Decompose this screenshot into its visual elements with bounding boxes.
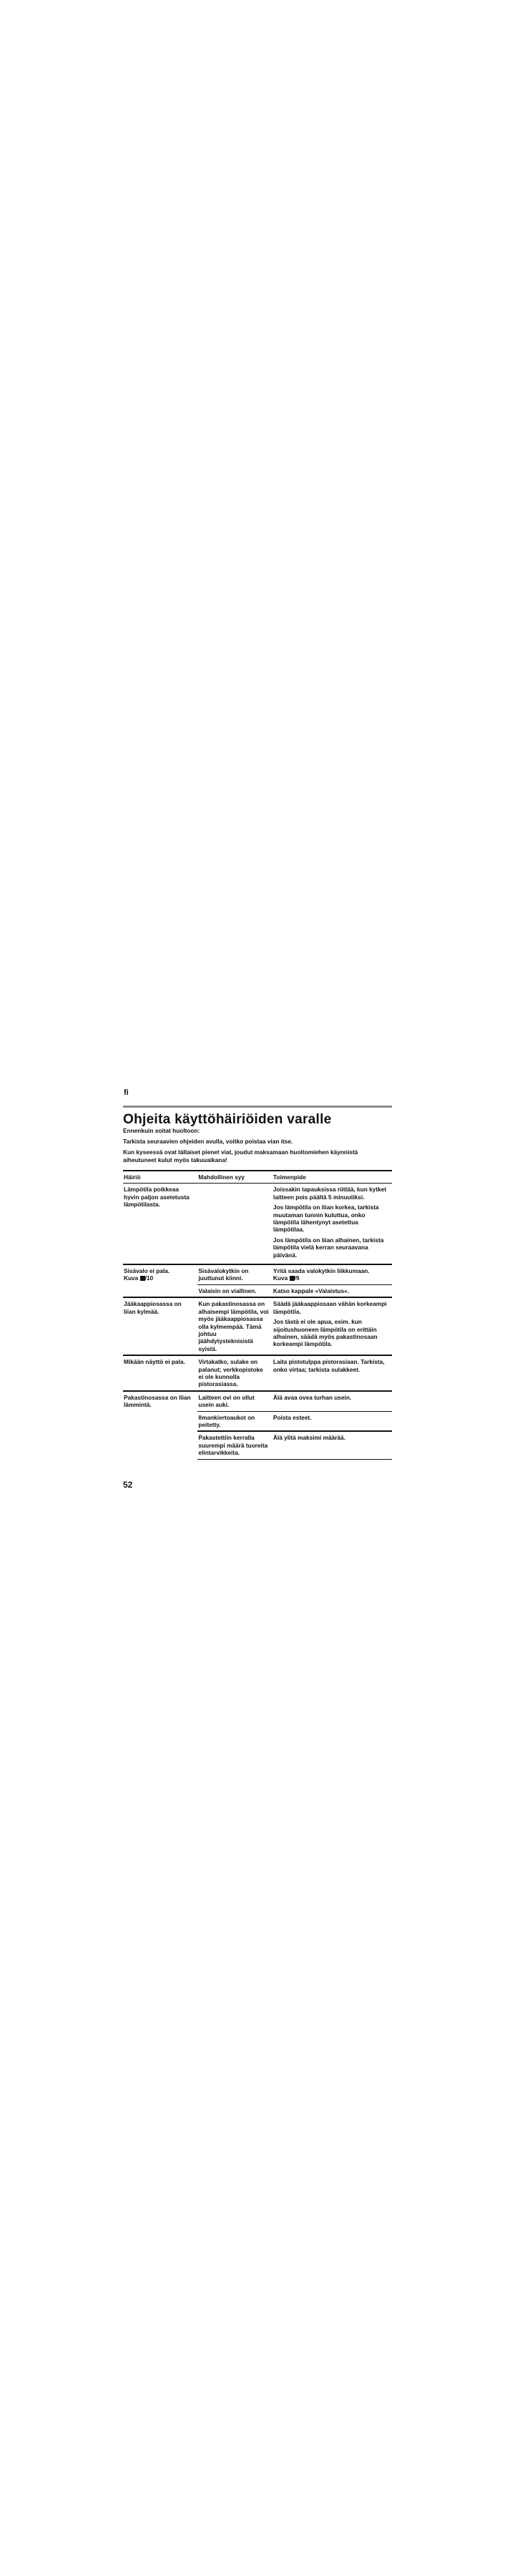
page-title: Ohjeita käyttöhäiriöiden varalle [123, 1112, 332, 1127]
fix-cell: Poista esteet. [273, 1411, 392, 1431]
divider [123, 1106, 392, 1108]
header-fault: Häiriö [123, 1171, 197, 1184]
fix-cell: Älä avaa ovea turhan usein. [273, 1391, 392, 1411]
table-row [123, 1355, 392, 1391]
cause-cell: Virtakatko, sulake on palanut; verkkopistoke ei ole kunnolla pistorasiassa. [197, 1355, 273, 1391]
table-row [123, 1184, 392, 1264]
fix-cell [273, 1184, 392, 1264]
cause-cell: Valaisin on viallinen. [197, 1284, 273, 1297]
fault-cell [123, 1264, 197, 1297]
table-row [123, 1264, 392, 1284]
fix-text: Jos lämpötila on liian korkea, tarkista muutaman tunnin kuluttua, onko lämpötila lähentynyt asetettua lämpötilaa. [273, 1204, 379, 1234]
fix-cell: Katso kappale »Valaistus«. [273, 1284, 392, 1297]
intro-line: Ennenkuin soitat huoltoon: [123, 1127, 200, 1134]
figure-ref-num: /9 [294, 1274, 300, 1282]
cause-cell [197, 1184, 273, 1264]
fault-cell: Lämpötila poikkeaa hyvin paljon asetetusta lämpötilasta. [124, 1186, 190, 1209]
fix-text: Joissakin tapauksissa riittää, kun kytket laitteen pois päältä 5 minuutiksi. [273, 1186, 387, 1201]
fix-text: Jos tästä ei ole apua, esim. kun sijoitushuoneen lämpötila on erittäin alhainen, säädä myös pakastinosaan korkeampi lämpötila. [273, 1318, 378, 1348]
table-row [123, 1297, 392, 1355]
cause-cell: Laitteen ovi on ollut usein auki. [197, 1391, 273, 1411]
figure-number-box-icon [290, 1276, 295, 1281]
cause-cell: Sisävalokytkin on juuttunut kiinni. [197, 1264, 273, 1284]
table-row [123, 1391, 392, 1411]
cause-cell: Pakastettiin kerralla suurempi määrä tuoreita elintarvikkeita. [197, 1431, 273, 1459]
troubleshooting-table [123, 1170, 392, 1460]
fix-text: Säädä jääkaappiosaan vähän korkeampi lämpötila. [273, 1300, 387, 1315]
fault-text: Sisävalo ei pala. [124, 1267, 170, 1275]
fault-cell: Mikään näyttö ei pala. [123, 1355, 197, 1391]
fault-cell: Pakastinosassa on liian lämmintä. [123, 1391, 197, 1459]
header-fix: Toimenpide [273, 1171, 392, 1184]
figure-number-box-icon [140, 1276, 145, 1281]
fix-cell: Laita pistotulppa pistorasiaan. Tarkista, onko virtaa; tarkista sulakkeet. [273, 1355, 392, 1391]
fix-text: Yritä saada valokytkin liikkumaan. [273, 1267, 370, 1275]
figure-ref: Kuva [273, 1274, 288, 1282]
fix-cell: Älä ylitä maksimi määrää. [273, 1431, 392, 1459]
table-header [123, 1171, 392, 1184]
fix-cell [273, 1264, 392, 1284]
cause-cell: Ilmankiertoaukot on peitetty. [197, 1411, 273, 1431]
figure-ref: Kuva [124, 1274, 139, 1282]
fix-text: Jos lämpötila on liian alhainen, tarkista lämpötila vielä kerran seuraavana päivänä. [273, 1236, 384, 1259]
page-number: 52 [123, 1480, 133, 1490]
cause-cell: Kun pakastinosassa on alhaisempi lämpötila, voi myös jääkaappiosassa olla kylmempää. Tämä johtuu jäähdytysteknisistä syistä. [197, 1297, 273, 1355]
figure-ref-num: /10 [144, 1274, 154, 1282]
fix-cell [273, 1297, 392, 1355]
language-code: fi [124, 1088, 129, 1097]
fault-cell: Jääkaappiosassa on liian kylmää. [123, 1297, 197, 1355]
intro-line: Tarkista seuraavien ohjeiden avulla, voitko poistaa vian itse. [123, 1138, 293, 1145]
intro-line: Kun kyseessä ovat tällaiset pienet viat, joudut maksamaan huoltomiehen käynnistä aiheutuneet kulut myös takuuaikana! [123, 1148, 358, 1163]
header-cause: Mahdollinen syy [197, 1171, 273, 1184]
